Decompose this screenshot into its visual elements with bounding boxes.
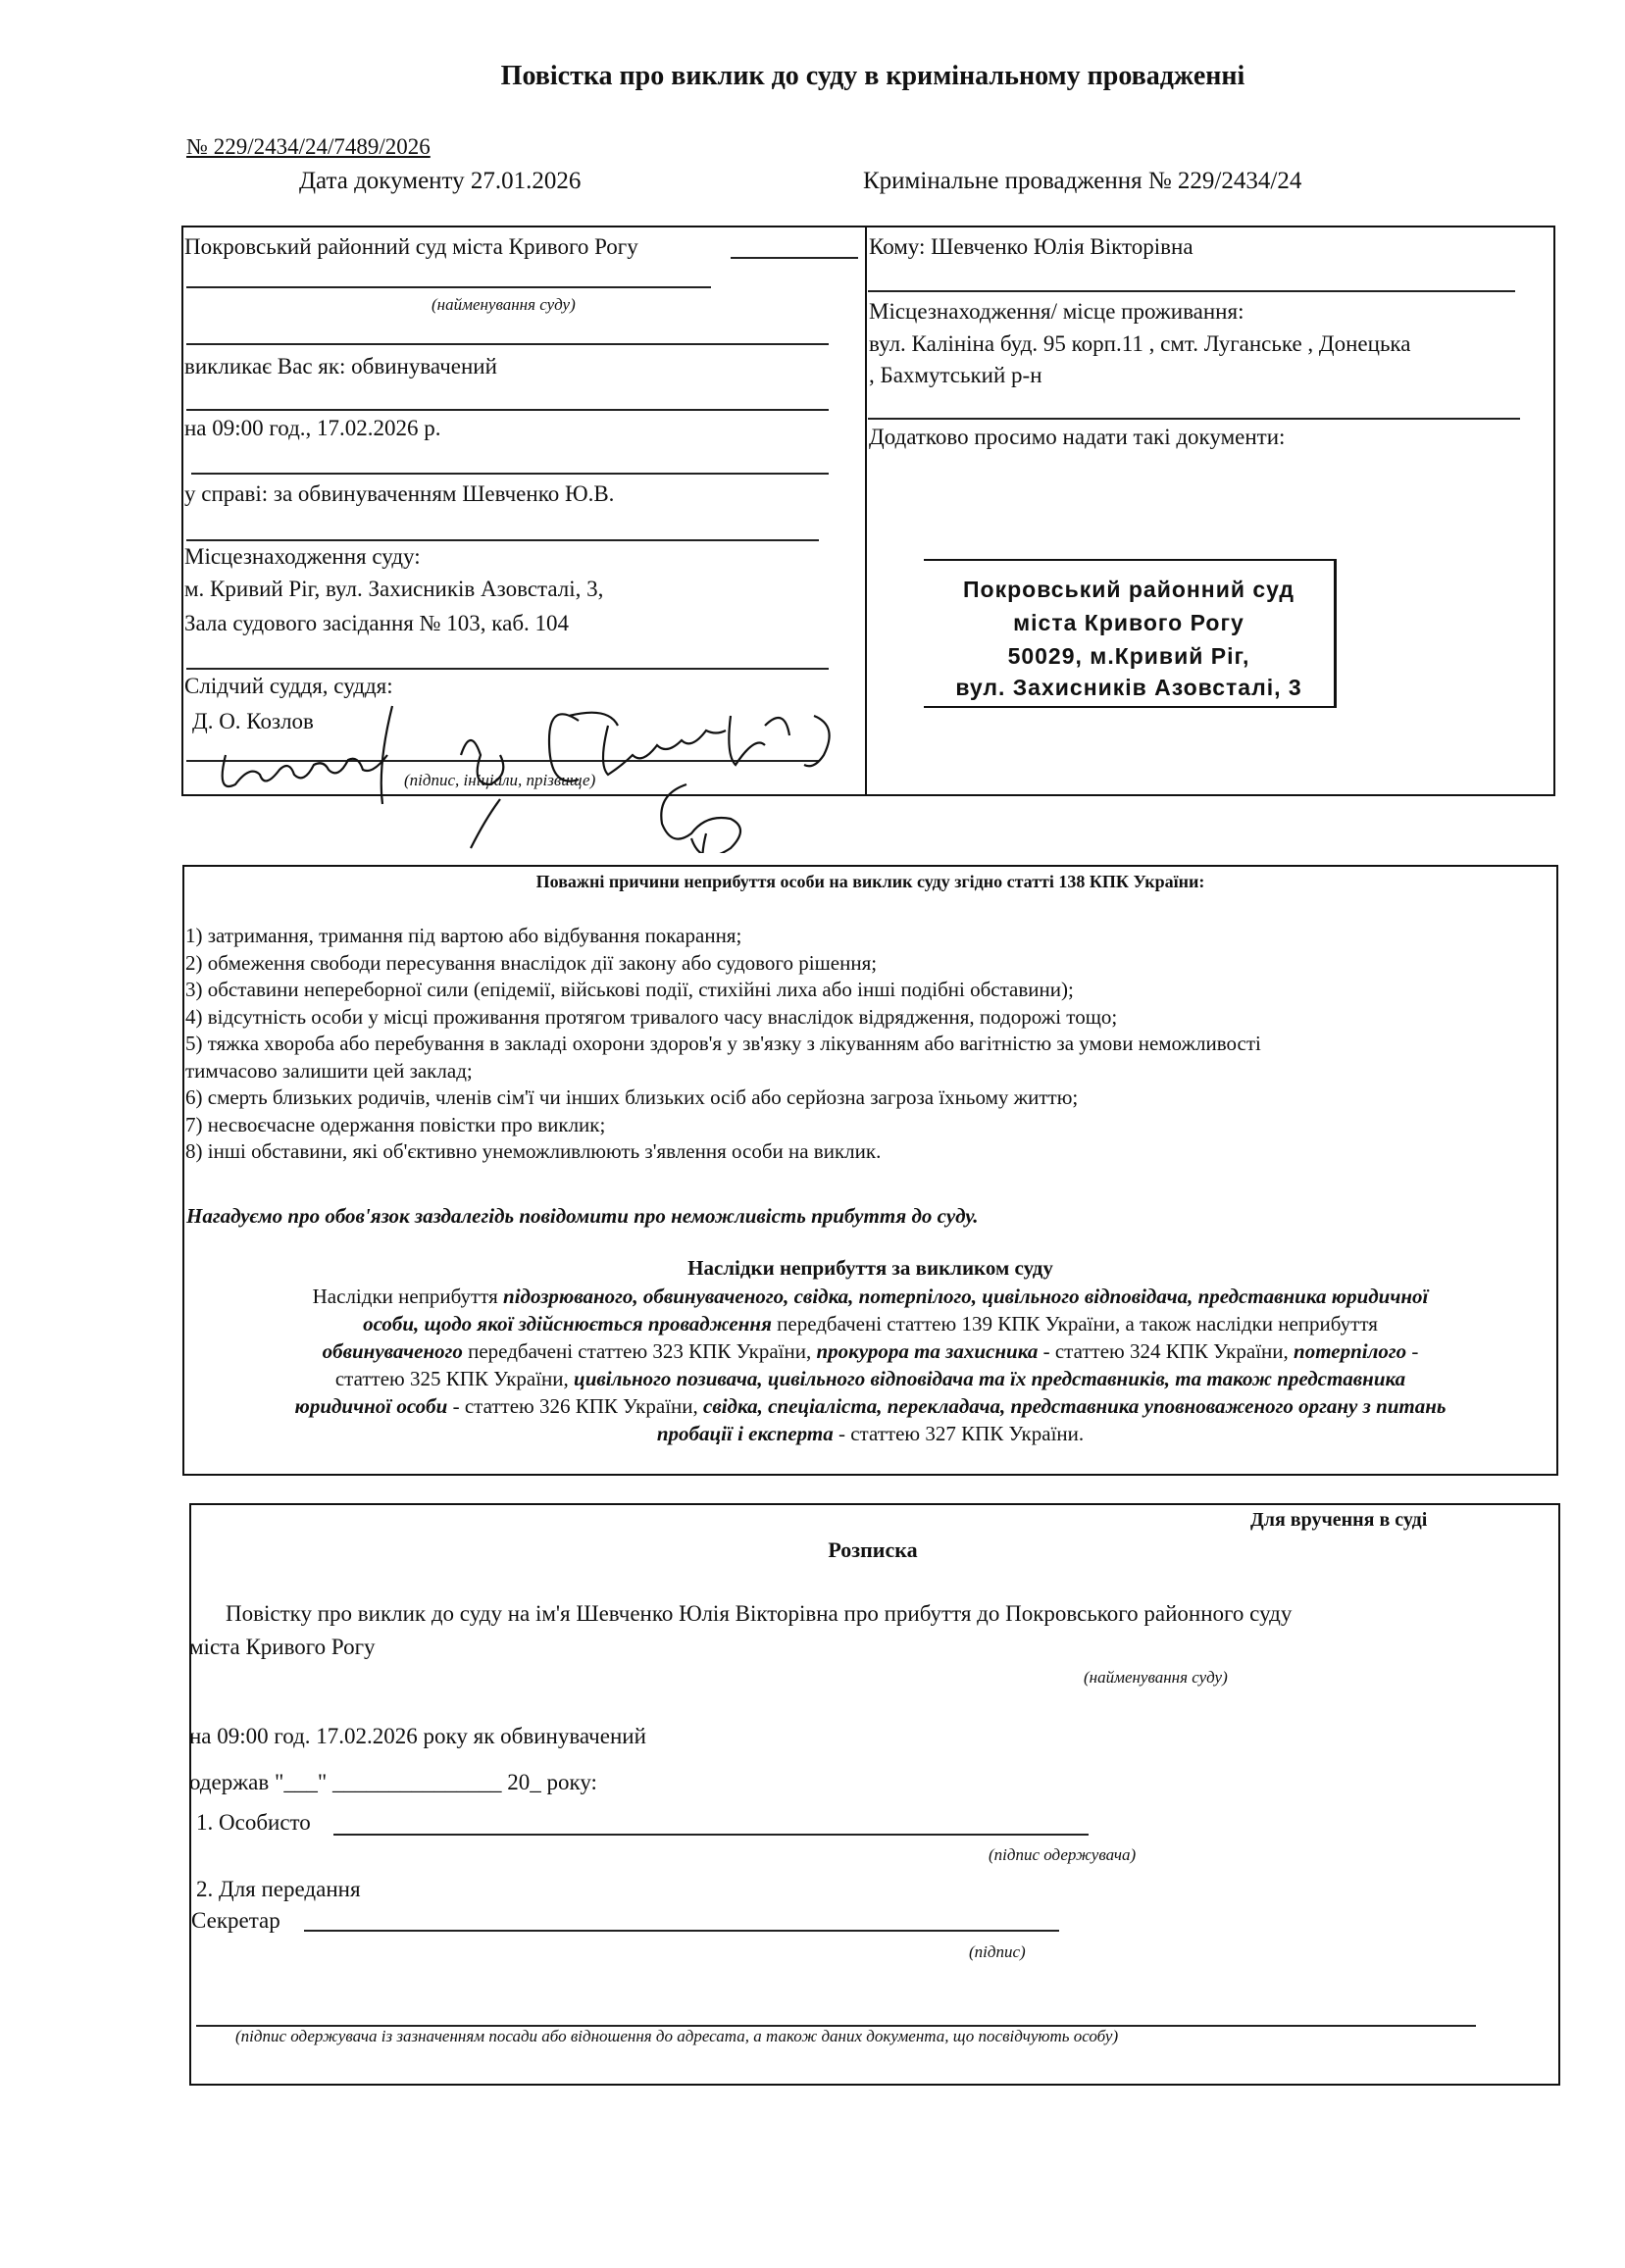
- stamp-line: міста Кривого Рогу: [1013, 610, 1244, 635]
- documents-label: Додатково просимо надати такі документи:: [869, 425, 1286, 449]
- consequences-heading: Наслідки неприбуття за викликом суду: [687, 1256, 1053, 1280]
- emphasis-text: особи, щодо якої здійснюється провадження: [363, 1312, 772, 1336]
- receipt-text-line-1: Повістку про виклик до суду на ім'я Шевченко Юлія Вікторівна про прибуття до Покровського районного суду: [226, 1601, 1293, 1626]
- text: передбачені статтею 139 КПК України, а також наслідки неприбуття: [771, 1312, 1378, 1336]
- text: - статтею 327 КПК України.: [833, 1422, 1085, 1445]
- signature-caption: (підпис, ініціали, прізвище): [404, 771, 596, 789]
- text: - статтею 324 КПК України,: [1038, 1339, 1295, 1363]
- document-date: Дата документу 27.01.2026: [299, 168, 582, 194]
- summons-as: викликає Вас як: обвинувачений: [184, 354, 497, 378]
- case-description: у справі: за обвинуваченням Шевченко Ю.В.: [184, 481, 615, 506]
- text: статтею 325 КПК України,: [334, 1367, 575, 1390]
- emphasis-text: цивільного позивача, цивільного відповідача та їх представників, та також представника: [574, 1367, 1406, 1390]
- court-name: Покровський районний суд міста Кривого Рогу: [184, 234, 638, 259]
- reminder: Нагадуємо про обов'язок заздалегідь повідомити про неможливість прибуття до суду.: [186, 1204, 979, 1228]
- text: передбачені статтею 323 КПК України,: [462, 1339, 817, 1363]
- hearing-datetime: на 09:00 год., 17.02.2026 р.: [184, 416, 441, 440]
- reason-item: 5) тяжка хвороба або перебування в закладі охорони здоров'я у зв'язку з лікуванням або вагітністю за умови неможливості: [185, 1032, 1261, 1055]
- court-location-label: Місцезнаходження суду:: [184, 544, 421, 569]
- reason-item: 8) інші обставини, які об'єктивно унеможливлюють з'явлення особи на виклик.: [185, 1139, 882, 1163]
- emphasis-text: підозрюваного, обвинуваченого, свідка, потерпілого, цивільного відповідача, представника юридичної: [503, 1285, 1429, 1308]
- receipt-text-line-2: міста Кривого Рогу: [189, 1635, 376, 1659]
- text: Наслідки неприбуття: [312, 1285, 504, 1308]
- for-court-label: Для вручення в суді: [1250, 1509, 1428, 1531]
- for-transfer-label: 2. Для передання: [196, 1877, 361, 1901]
- judge-label: Слідчий суддя, суддя:: [184, 674, 393, 698]
- text: -: [1406, 1339, 1419, 1363]
- reason-item: 1) затримання, тримання під вартою або відбування покарання;: [185, 924, 742, 947]
- consequences-line: [186, 1341, 1554, 1362]
- stamp-line: 50029, м.Кривий Ріг,: [1007, 643, 1250, 669]
- consequences-line: [186, 1396, 1554, 1417]
- secretary-label: Секретар: [191, 1908, 280, 1933]
- court-address: м. Кривий Ріг, вул. Захисників Азовсталі, 3,: [184, 577, 604, 601]
- address-line-1: вул. Калініна буд. 95 корп.11 , смт. Луганське , Донецька: [869, 331, 1411, 356]
- personally-caption: (підпис одержувача): [989, 1845, 1137, 1864]
- consequences-line: [186, 1424, 1554, 1444]
- consequences-line: [186, 1369, 1554, 1389]
- reason-item: 4) відсутність особи у місці проживання протягом тривалого часу внаслідок відрядження, подорожі тощо;: [185, 1004, 1118, 1029]
- judge-name: Д. О. Козлов: [192, 709, 314, 733]
- receipt-box: [189, 1503, 1560, 2086]
- court-name-caption: (найменування суду): [432, 295, 576, 314]
- reason-item: 7) несвоєчасне одержання повістки про виклик;: [185, 1112, 606, 1136]
- receipt-title: Розписка: [828, 1537, 918, 1562]
- address-line-2: , Бахмутський р-н: [869, 363, 1042, 387]
- emphasis-text: потерпілого: [1294, 1339, 1407, 1363]
- reason-item: 3) обставини непереборної сили (епідемії, військові події, стихійні лиха або інші подібні обставини);: [185, 978, 1074, 1001]
- personally-label: 1. Особисто: [196, 1810, 311, 1835]
- handwritten-signature: [196, 686, 941, 853]
- reason-item: 6) смерть близьких родичів, членів сім'ї чи інших близьких осіб або серйозна загроза їхньому життю;: [185, 1085, 1079, 1109]
- consequences-line: [186, 1314, 1554, 1335]
- received-date-field: одержав "___" _______________ 20_ року:: [189, 1770, 597, 1794]
- emphasis-text: пробації і експерта: [656, 1422, 834, 1445]
- consequences-line: [186, 1286, 1554, 1307]
- stamp-line: вул. Захисників Азовсталі, 3: [955, 675, 1302, 700]
- reasons-heading: Поважні причини неприбуття особи на виклик суду згідно статті 138 КПК України:: [535, 872, 1205, 891]
- document-number: № 229/2434/24/7489/2026: [186, 134, 431, 159]
- emphasis-text: свідка, спеціаліста, перекладача, представника уповноваженого органу з питань: [703, 1394, 1447, 1418]
- stamp-line: Покровський районний суд: [963, 577, 1295, 602]
- address-label: Місцезнаходження/ місце проживання:: [869, 299, 1244, 324]
- courtroom: Зала судового засідання № 103, каб. 104: [184, 611, 570, 635]
- emphasis-text: юридичної особи: [294, 1394, 448, 1418]
- court-stamp: [924, 559, 1337, 708]
- bottom-caption: (підпис одержувача із зазначенням посади або відношення до адресата, а також даних документа, що посвідчують особу): [235, 2027, 1119, 2045]
- reason-item: тимчасово залишити цей заклад;: [185, 1058, 473, 1083]
- emphasis-text: прокурора та захисника: [816, 1339, 1039, 1363]
- emphasis-text: обвинуваченого: [322, 1339, 463, 1363]
- recipient: Кому: Шевченко Юлія Вікторівна: [869, 234, 1193, 259]
- document-title: Повістка про виклик до суду в кримінальному провадженні: [500, 61, 1245, 91]
- case-number: Кримінальне провадження № 229/2434/24: [863, 168, 1302, 194]
- text: - статтею 326 КПК України,: [447, 1394, 704, 1418]
- secretary-caption: (підпис): [969, 1942, 1026, 1961]
- receipt-court-caption: (найменування суду): [1084, 1668, 1228, 1687]
- reason-item: 2) обмеження свободи пересування внаслідок дії закону або судового рішення;: [185, 950, 878, 975]
- receipt-datetime: на 09:00 год. 17.02.2026 року як обвинувачений: [189, 1724, 646, 1748]
